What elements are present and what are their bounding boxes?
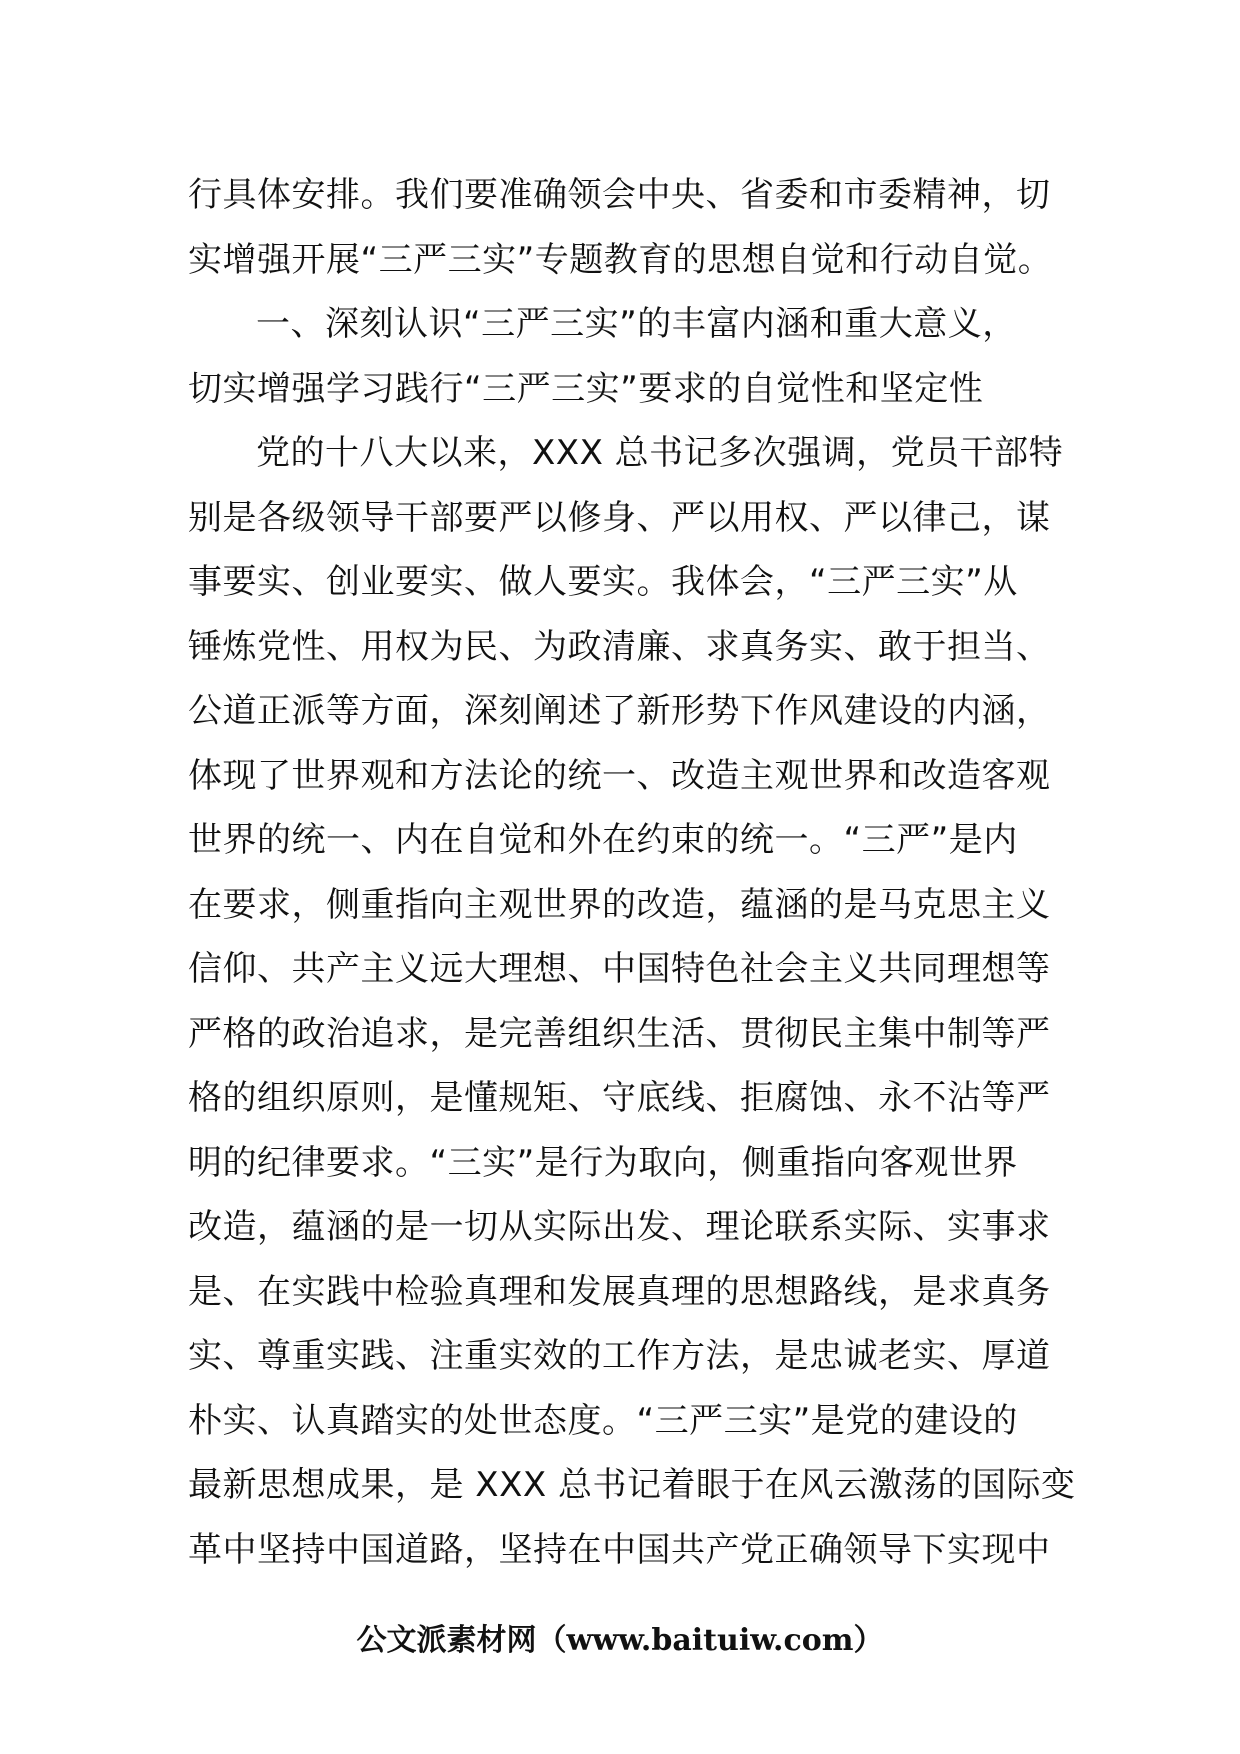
- section-heading-line: 切实增强学习践行“三严三实”要求的自觉性和坚定性: [188, 368, 984, 409]
- text-line: 最新思想成果，是 XXX 总书记着眼于在风云激荡的国际变: [188, 1465, 1076, 1505]
- text-line: 在要求，侧重指向主观世界的改造，蕴涵的是马克思主义: [188, 884, 1051, 925]
- text-line: 别是各级领导干部要严以修身、严以用权、严以律己，谋: [188, 497, 1051, 538]
- document-body: [188, 163, 1076, 1582]
- text-line: 信仰、共产主义远大理想、中国特色社会主义共同理想等: [188, 949, 1051, 989]
- text-line: 体现了世界观和方法论的统一、改造主观世界和改造客观: [188, 755, 1051, 796]
- text-line: 事要实、创业要实、做人要实。我体会，“三严三实”从: [188, 562, 1018, 602]
- text-line: 革中坚持中国道路，坚持在中国共产党正确领导下实现中: [188, 1529, 1051, 1570]
- text-line: 严格的政治追求，是完善组织生活、贯彻民主集中制等严: [188, 1013, 1051, 1054]
- text-line: 朴实、认真踏实的处世态度。“三严三实”是党的建设的: [188, 1400, 1018, 1441]
- text-line: 是、在实践中检验真理和发展真理的思想路线，是求真务: [188, 1271, 1051, 1312]
- section-heading-line: 一、深刻认识“三严三实”的丰富内涵和重大意义，: [256, 304, 1017, 344]
- text-line: 世界的统一、内在自觉和外在约束的统一。“三严”是内: [188, 820, 1018, 860]
- text-line: 实、尊重实践、注重实效的工作方法，是忠诚老实、厚道: [188, 1336, 1051, 1376]
- text-line: 锤炼党性、用权为民、为政清廉、求真务实、敢于担当、: [188, 626, 1051, 667]
- text-line: 公道正派等方面，深刻阐述了新形势下作风建设的内涵，: [188, 691, 1051, 731]
- text-line: 改造，蕴涵的是一切从实际出发、理论联系实际、实事求: [188, 1207, 1051, 1247]
- footer-source: 公文派素材网（www.baituiw.com）: [356, 1623, 884, 1658]
- text-line: 行具体安排。我们要准确领会中央、省委和市委精神，切: [188, 175, 1051, 215]
- text-line: 党的十八大以来，XXX 总书记多次强调，党员干部特: [256, 433, 1064, 473]
- text-line: 实增强开展“三严三实”专题教育的思想自觉和行动自觉。: [188, 239, 1053, 280]
- text-line: 明的纪律要求。“三实”是行为取向，侧重指向客观世界: [188, 1142, 1018, 1183]
- text-line: 格的组织原则，是懂规矩、守底线、拒腐蚀、永不沾等严: [188, 1078, 1051, 1118]
